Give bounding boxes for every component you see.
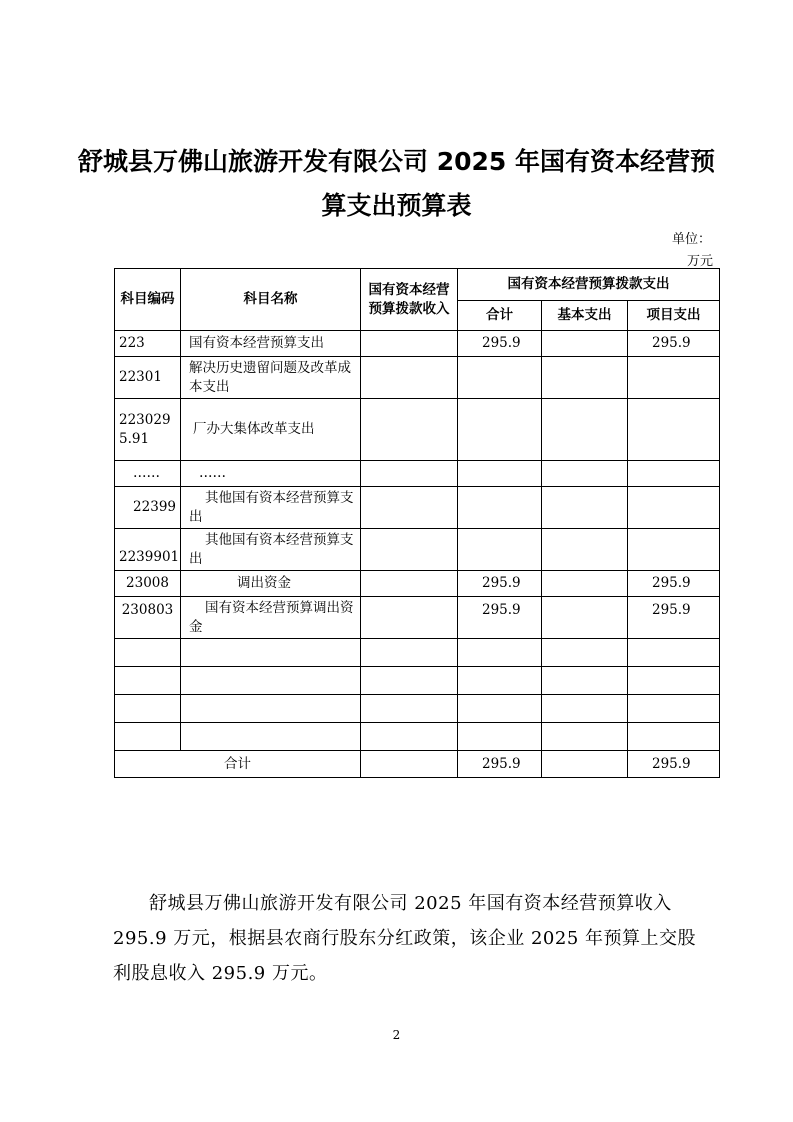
row-total [458, 487, 542, 529]
table-row [115, 723, 720, 751]
row-total: 295.9 [458, 571, 542, 597]
row-income [361, 723, 458, 751]
table-row [115, 597, 720, 639]
row-name: 解决历史遗留问题及改革成本支出 [181, 357, 361, 399]
row-code: 2239901 [115, 529, 181, 571]
row-name [181, 695, 361, 723]
row-code: 22301 [115, 357, 181, 399]
header-project: 项目支出 [628, 301, 720, 331]
row-basic [542, 695, 628, 723]
total-row-label: 合计 [115, 751, 361, 778]
row-name: 调出资金 [181, 571, 361, 597]
row-income [361, 399, 458, 461]
row-name: 其他国有资本经营预算支出 [181, 487, 361, 529]
row-basic [542, 667, 628, 695]
table-row [115, 571, 720, 597]
total-row-total: 295.9 [458, 751, 542, 778]
table-row [115, 529, 720, 571]
table-row [115, 461, 720, 487]
total-row-income [361, 751, 458, 778]
row-code: 22399 [115, 487, 181, 529]
row-total [458, 695, 542, 723]
row-name: 其他国有资本经营预算支出 [181, 529, 361, 571]
row-name [181, 667, 361, 695]
row-code [115, 667, 181, 695]
row-total [458, 723, 542, 751]
row-name [181, 723, 361, 751]
row-name [181, 639, 361, 667]
header-basic: 基本支出 [542, 301, 628, 331]
table-row [115, 399, 720, 461]
row-income [361, 529, 458, 571]
row-code: 223 [115, 331, 181, 357]
row-basic [542, 399, 628, 461]
row-name: 国有资本经营预算支出 [181, 331, 361, 357]
row-project [628, 357, 720, 399]
row-project [628, 667, 720, 695]
table-row [115, 331, 720, 357]
row-code: …… [115, 461, 181, 487]
total-row-basic [542, 751, 628, 778]
row-basic [542, 331, 628, 357]
table-row [115, 639, 720, 667]
row-total [458, 667, 542, 695]
table-row [115, 695, 720, 723]
row-total [458, 399, 542, 461]
row-total [458, 461, 542, 487]
row-project [628, 723, 720, 751]
page-title-line1: 舒城县万佛山旅游开发有限公司 2025 年国有资本经营预 [78, 147, 715, 176]
row-income [361, 639, 458, 667]
row-basic [542, 639, 628, 667]
row-code: 230803 [115, 597, 181, 639]
row-total [458, 529, 542, 571]
row-total: 295.9 [458, 331, 542, 357]
row-basic [542, 597, 628, 639]
unit-label: 单位： [672, 232, 712, 247]
row-income [361, 357, 458, 399]
row-income [361, 667, 458, 695]
row-project: 295.9 [628, 331, 720, 357]
row-income [361, 487, 458, 529]
row-total: 295.9 [458, 597, 542, 639]
row-code: 2230295.91 [115, 399, 181, 461]
row-total [458, 639, 542, 667]
row-basic [542, 461, 628, 487]
row-project [628, 399, 720, 461]
header-expenditure-group: 国有资本经营预算拨款支出 [458, 269, 720, 301]
row-income [361, 331, 458, 357]
row-code [115, 695, 181, 723]
summary-paragraph [113, 886, 713, 991]
row-basic [542, 357, 628, 399]
row-income [361, 695, 458, 723]
row-basic [542, 723, 628, 751]
header-name: 科目名称 [181, 269, 361, 331]
page-title-line2: 算支出预算表 [321, 191, 472, 220]
row-total [458, 357, 542, 399]
row-basic [542, 529, 628, 571]
unit-value: 万元 [687, 254, 714, 269]
table-row [115, 357, 720, 399]
budget-table [114, 268, 720, 778]
row-project [628, 487, 720, 529]
row-project [628, 639, 720, 667]
page-number: 2 [392, 1028, 401, 1042]
row-income [361, 597, 458, 639]
header-total: 合计 [458, 301, 542, 331]
row-code: 23008 [115, 571, 181, 597]
row-project [628, 461, 720, 487]
row-basic [542, 571, 628, 597]
header-allocation-income: 国有资本经营预算拨款收入 [361, 269, 458, 331]
table-row [115, 667, 720, 695]
table-total-row [115, 751, 720, 778]
row-name: 国有资本经营预算调出资金 [181, 597, 361, 639]
row-project: 295.9 [628, 571, 720, 597]
summary-text: 舒城县万佛山旅游开发有限公司 2025 年国有资本经营预算收入 295.9 万元，根据县农商行股东分红政策，该企业 2025 年预算上交股利股息收入 295.9 万元。 [113, 893, 697, 984]
row-income [361, 571, 458, 597]
total-row-project: 295.9 [628, 751, 720, 778]
row-basic [542, 487, 628, 529]
row-name: …… [181, 461, 361, 487]
header-code: 科目编码 [115, 269, 181, 331]
table-row [115, 487, 720, 529]
row-code [115, 639, 181, 667]
row-code [115, 723, 181, 751]
row-project [628, 529, 720, 571]
row-income [361, 461, 458, 487]
row-project [628, 695, 720, 723]
row-project: 295.9 [628, 597, 720, 639]
row-name: 厂办大集体改革支出 [181, 399, 361, 461]
